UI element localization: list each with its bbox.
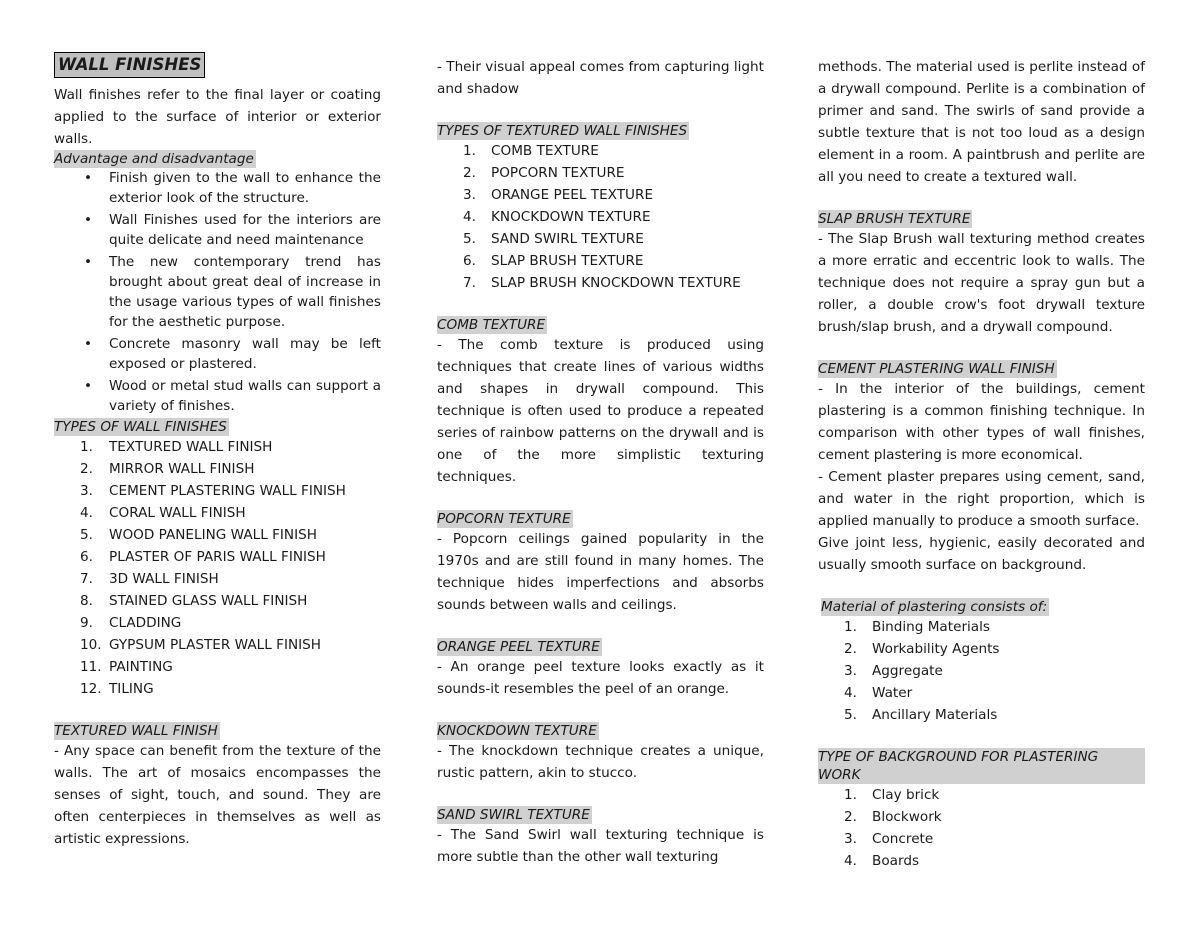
list-item: 10. GYPSUM PLASTER WALL FINISH xyxy=(80,637,321,653)
list-item: 4. KNOCKDOWN TEXTURE xyxy=(463,209,651,225)
advantage-heading: Advantage and disadvantage xyxy=(54,151,254,167)
advantage-list xyxy=(54,168,381,416)
list-item: 1. COMB TEXTURE xyxy=(463,143,599,159)
textured-heading: TEXTURED WALL FINISH xyxy=(54,723,218,739)
sand-swirl-heading: SAND SWIRL TEXTURE xyxy=(437,807,590,823)
list-item: 3. CEMENT PLASTERING WALL FINISH xyxy=(80,483,346,499)
types-heading: TYPES OF WALL FINISHES xyxy=(54,419,227,435)
list-item: 6. SLAP BRUSH TEXTURE xyxy=(463,253,644,269)
popcorn-heading: POPCORN TEXTURE xyxy=(437,511,571,527)
list-item: 2. Blockwork xyxy=(844,809,942,825)
list-item: 1. Clay brick xyxy=(844,787,940,803)
list-item: 1. TEXTURED WALL FINISH xyxy=(80,439,273,455)
list-item: 2. POPCORN TEXTURE xyxy=(463,165,625,181)
orange-peel-heading: ORANGE PEEL TEXTURE xyxy=(437,639,600,655)
column-1 xyxy=(54,52,381,850)
list-item: 6. PLASTER OF PARIS WALL FINISH xyxy=(80,549,326,565)
cement-heading: CEMENT PLASTERING WALL FINISH xyxy=(818,361,1055,377)
list-item: 3. Concrete xyxy=(844,831,934,847)
list-item: 7. SLAP BRUSH KNOCKDOWN TEXTURE xyxy=(463,275,741,291)
list-item: • The new contemporary trend has brought about great deal of increase in the usage various types of wall finishes for the aesthetic purpose. xyxy=(54,252,381,332)
knockdown-paragraph: - The knockdown technique creates a unique, rustic pattern, akin to stucco. xyxy=(437,743,764,781)
cement-paragraph-1: - In the interior of the buildings, cement plastering is a common finishing technique. In comparison with other types of wall finishes, cement plastering is more economical. xyxy=(818,381,1145,463)
list-item: 5. WOOD PANELING WALL FINISH xyxy=(80,527,317,543)
list-item: • Wall Finishes used for the interiors are quite delicate and need maintenance xyxy=(54,210,381,250)
list-item: 4. CORAL WALL FINISH xyxy=(80,505,246,521)
cement-paragraph-3: Give joint less, hygienic, easily decorated and usually smooth surface on background. xyxy=(818,535,1145,573)
knockdown-heading: KNOCKDOWN TEXTURE xyxy=(437,723,597,739)
comb-paragraph: - The comb texture is produced using techniques that create lines of various widths and shapes in drywall compound. This technique is often used to produce a repeated series of rainbow patterns on the drywall and is one of the more simplistic texturing techniques. xyxy=(437,337,764,485)
sand-swirl-paragraph: - The Sand Swirl wall texturing technique is more subtle than the other wall texturing xyxy=(437,827,764,865)
slap-brush-paragraph: - The Slap Brush wall texturing method creates a more erratic and eccentric look to walls. The technique does not require a spray gun but a roller, a double crow's foot drywall texture brush/slap brush, and a drywall compound. xyxy=(818,231,1145,335)
list-item: 4. Water xyxy=(844,685,913,701)
list-item: • Finish given to the wall to enhance the exterior look of the structure. xyxy=(54,168,381,208)
cement-paragraph-2: - Cement plaster prepares using cement, sand, and water in the right proportion, which is applied manually to produce a smooth surface. xyxy=(818,469,1145,529)
textured-paragraph: - Any space can benefit from the texture of the walls. The art of mosaics encompasses the senses of sight, touch, and sound. They are often centerpieces in themselves as well as artistic expressions. xyxy=(54,743,381,847)
list-item: 9. CLADDING xyxy=(80,615,182,631)
list-item: 3. ORANGE PEEL TEXTURE xyxy=(463,187,654,203)
document-title: WALL FINISHES xyxy=(54,52,205,78)
list-item: 11. PAINTING xyxy=(80,659,173,675)
list-item: 5. Ancillary Materials xyxy=(844,707,998,723)
comb-heading: COMB TEXTURE xyxy=(437,317,546,333)
continued-paragraph: - Their visual appeal comes from capturing light and shadow xyxy=(437,59,764,97)
intro-paragraph: Wall finishes refer to the final layer or coating applied to the surface of interior or exterior walls. xyxy=(54,87,381,147)
backgrounds-list xyxy=(818,784,1145,872)
column-2 xyxy=(437,56,764,868)
list-item: 4. Boards xyxy=(844,853,920,869)
list-item: 3. Aggregate xyxy=(844,663,943,679)
popcorn-paragraph: - Popcorn ceilings gained popularity in the 1970s and are still found in many homes. The technique hides imperfections and absorbs sounds between walls and ceilings. xyxy=(437,531,764,613)
list-item: 7. 3D WALL FINISH xyxy=(80,571,219,587)
materials-list xyxy=(818,616,1145,726)
wall-finish-types-list xyxy=(54,436,381,700)
list-item: • Wood or metal stud walls can support a variety of finishes. xyxy=(54,376,381,416)
textured-types-heading: TYPES OF TEXTURED WALL FINISHES xyxy=(437,123,688,139)
list-item: 12. TILING xyxy=(80,681,154,697)
list-item: 1. Binding Materials xyxy=(844,619,990,635)
list-item: 8. STAINED GLASS WALL FINISH xyxy=(80,593,308,609)
column-3 xyxy=(818,56,1145,872)
list-item: • Concrete masonry wall may be left exposed or plastered. xyxy=(54,334,381,374)
material-heading: Material of plastering consists of: xyxy=(821,599,1048,615)
list-item: 5. SAND SWIRL TEXTURE xyxy=(463,231,644,247)
sand-swirl-continued: methods. The material used is perlite instead of a drywall compound. Perlite is a combination of primer and sand. The swirls of sand provide a subtle texture that is not too loud as a design element in a room. A paintbrush and perlite are all you need to create a textured wall. xyxy=(818,59,1145,185)
textured-types-list xyxy=(437,140,764,294)
slap-brush-heading: SLAP BRUSH TEXTURE xyxy=(818,211,971,227)
list-item: 2. Workability Agents xyxy=(844,641,1000,657)
list-item: 2. MIRROR WALL FINISH xyxy=(80,461,255,477)
orange-peel-paragraph: - An orange peel texture looks exactly as it sounds-it resembles the peel of an orange. xyxy=(437,659,764,697)
background-heading: TYPE OF BACKGROUND FOR PLASTERING WORK xyxy=(818,748,1145,784)
